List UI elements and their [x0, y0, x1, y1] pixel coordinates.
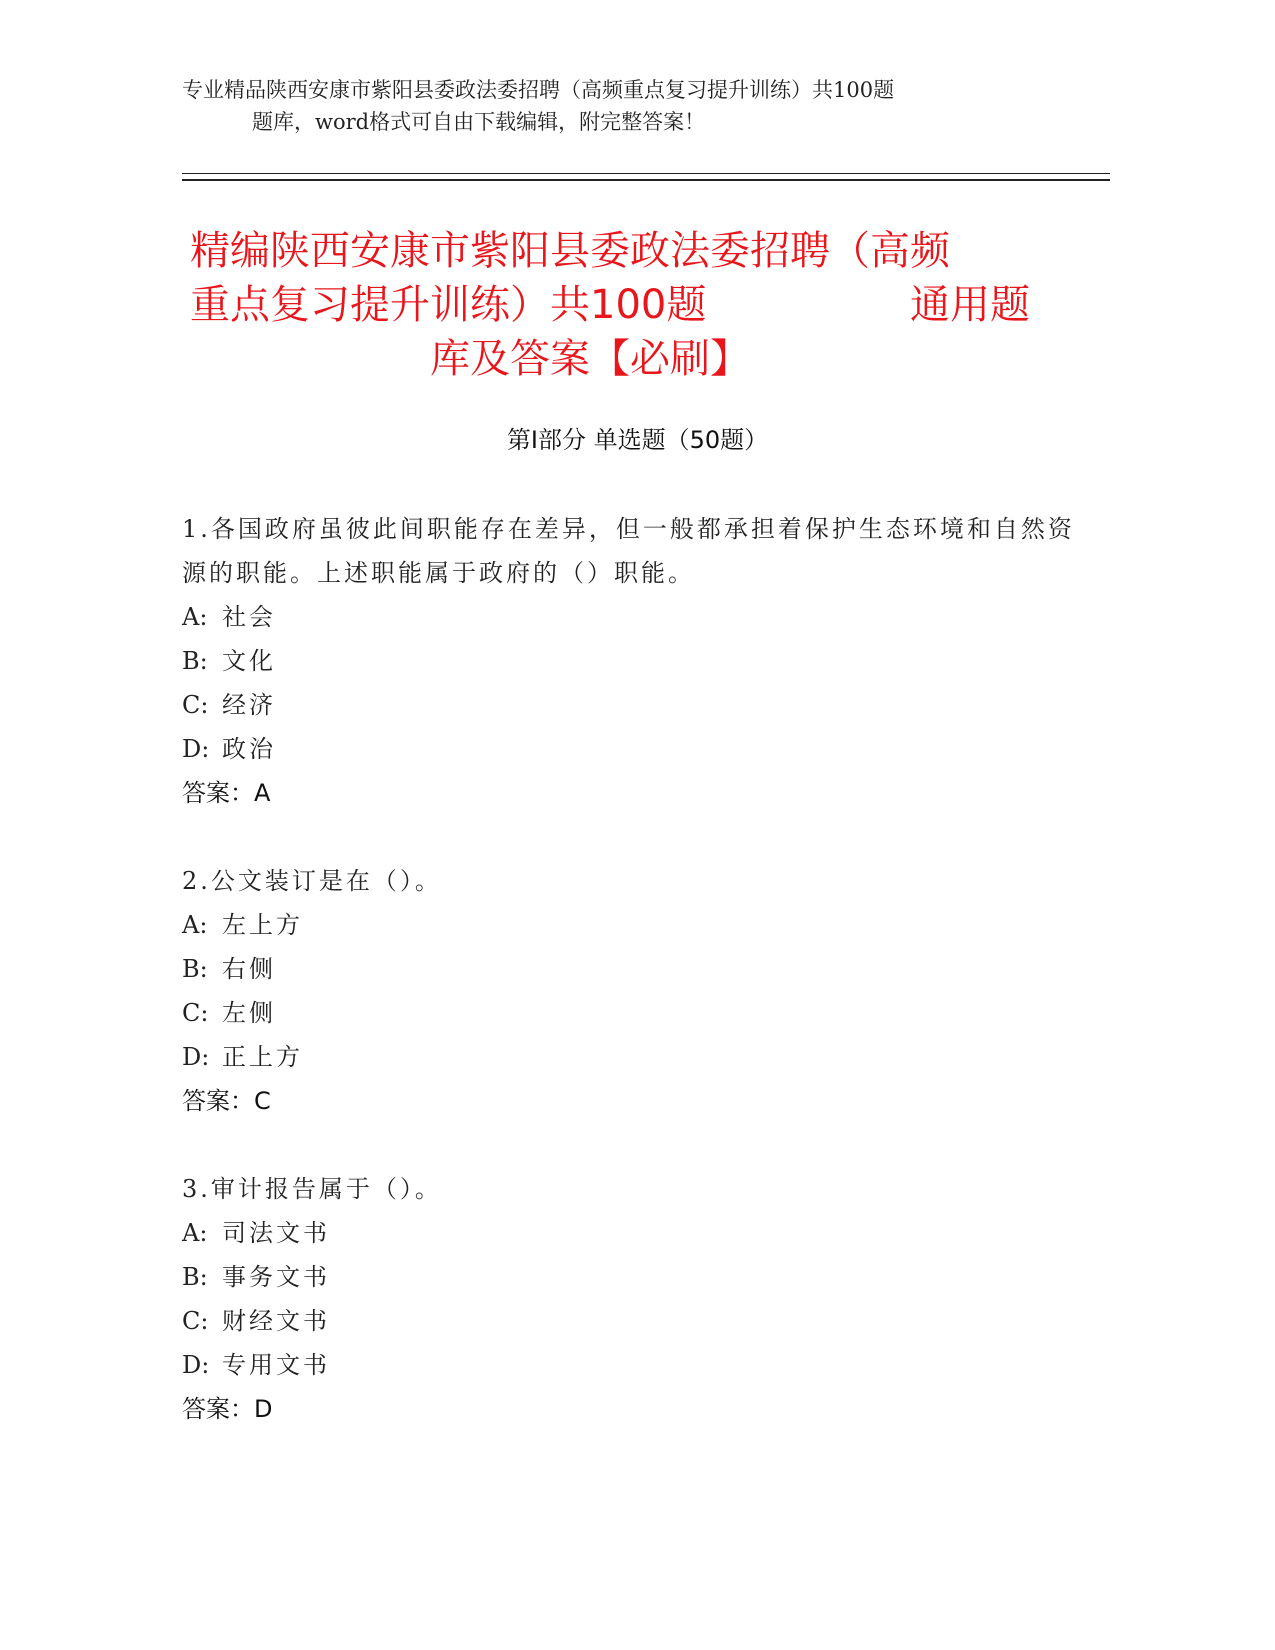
option-letter: D: [182, 1351, 210, 1379]
option-letter: C: [182, 999, 209, 1027]
option-text: 社会 [222, 603, 276, 631]
document-title [190, 224, 1070, 386]
option-c [182, 1299, 1082, 1343]
option-text: 文化 [222, 647, 276, 675]
option-text: 左上方 [222, 911, 303, 939]
option-b [182, 947, 1082, 991]
option-text: 司法文书 [222, 1219, 330, 1247]
header-line-2: 题库，word格式可自由下载编辑，附完整答案！ [252, 110, 706, 134]
option-d [182, 1343, 1082, 1387]
option-c [182, 991, 1082, 1035]
question-item [182, 507, 1082, 815]
answer-line: 答案：C [182, 1087, 271, 1115]
option-text: 财经文书 [222, 1307, 330, 1335]
header-divider-thick [182, 179, 1110, 181]
option-letter: C: [182, 691, 209, 719]
section-title: 第I部分 单选题（50题） [506, 426, 769, 454]
option-text: 经济 [222, 691, 276, 719]
question-item [182, 1167, 1082, 1431]
option-letter: B: [182, 955, 208, 983]
option-c [182, 683, 1082, 727]
document-header [182, 74, 1062, 138]
option-d [182, 727, 1082, 771]
title-line-2-left: 重点复习提升训练）共100题 [190, 282, 707, 328]
option-text: 左侧 [222, 999, 276, 1027]
answer-line: 答案：A [182, 779, 271, 807]
option-text: 正上方 [222, 1043, 303, 1071]
option-text: 右侧 [222, 955, 276, 983]
option-letter: B: [182, 647, 208, 675]
option-text: 政治 [222, 735, 276, 763]
option-a [182, 1211, 1082, 1255]
option-letter: B: [182, 1263, 208, 1291]
option-b [182, 1255, 1082, 1299]
option-letter: C: [182, 1307, 209, 1335]
option-a [182, 595, 1082, 639]
answer-line: 答案：D [182, 1395, 273, 1423]
header-divider-thin [182, 173, 1110, 174]
title-line-1: 精编陕西安康市紫阳县委政法委招聘（高频 [190, 228, 950, 274]
option-letter: D: [182, 1043, 210, 1071]
option-a [182, 903, 1082, 947]
option-letter: D: [182, 735, 210, 763]
option-letter: A: [182, 603, 208, 631]
title-line-2 [190, 278, 1030, 332]
option-d [182, 1035, 1082, 1079]
option-b [182, 639, 1082, 683]
option-letter: A: [182, 1219, 208, 1247]
title-line-3: 库及答案【必刷】 [430, 336, 750, 382]
title-line-2-right: 通用题 [910, 282, 1030, 328]
option-text: 事务文书 [222, 1263, 330, 1291]
question-stem: 3.审计报告属于（）。 [182, 1175, 442, 1203]
question-stem: 2.公文装订是在（）。 [182, 867, 442, 895]
question-item [182, 859, 1082, 1123]
question-list [182, 507, 1082, 1475]
question-stem: 1.各国政府虽彼此间职能存在差异，但一般都承担着保护生态环境和自然资源的职能。上述职能属于政府的（）职能。 [182, 515, 1075, 587]
header-line-1: 专业精品陕西安康市紫阳县委政法委招聘（高频重点复习提升训练）共100题 [182, 78, 895, 102]
option-letter: A: [182, 911, 208, 939]
option-text: 专用文书 [222, 1351, 330, 1379]
